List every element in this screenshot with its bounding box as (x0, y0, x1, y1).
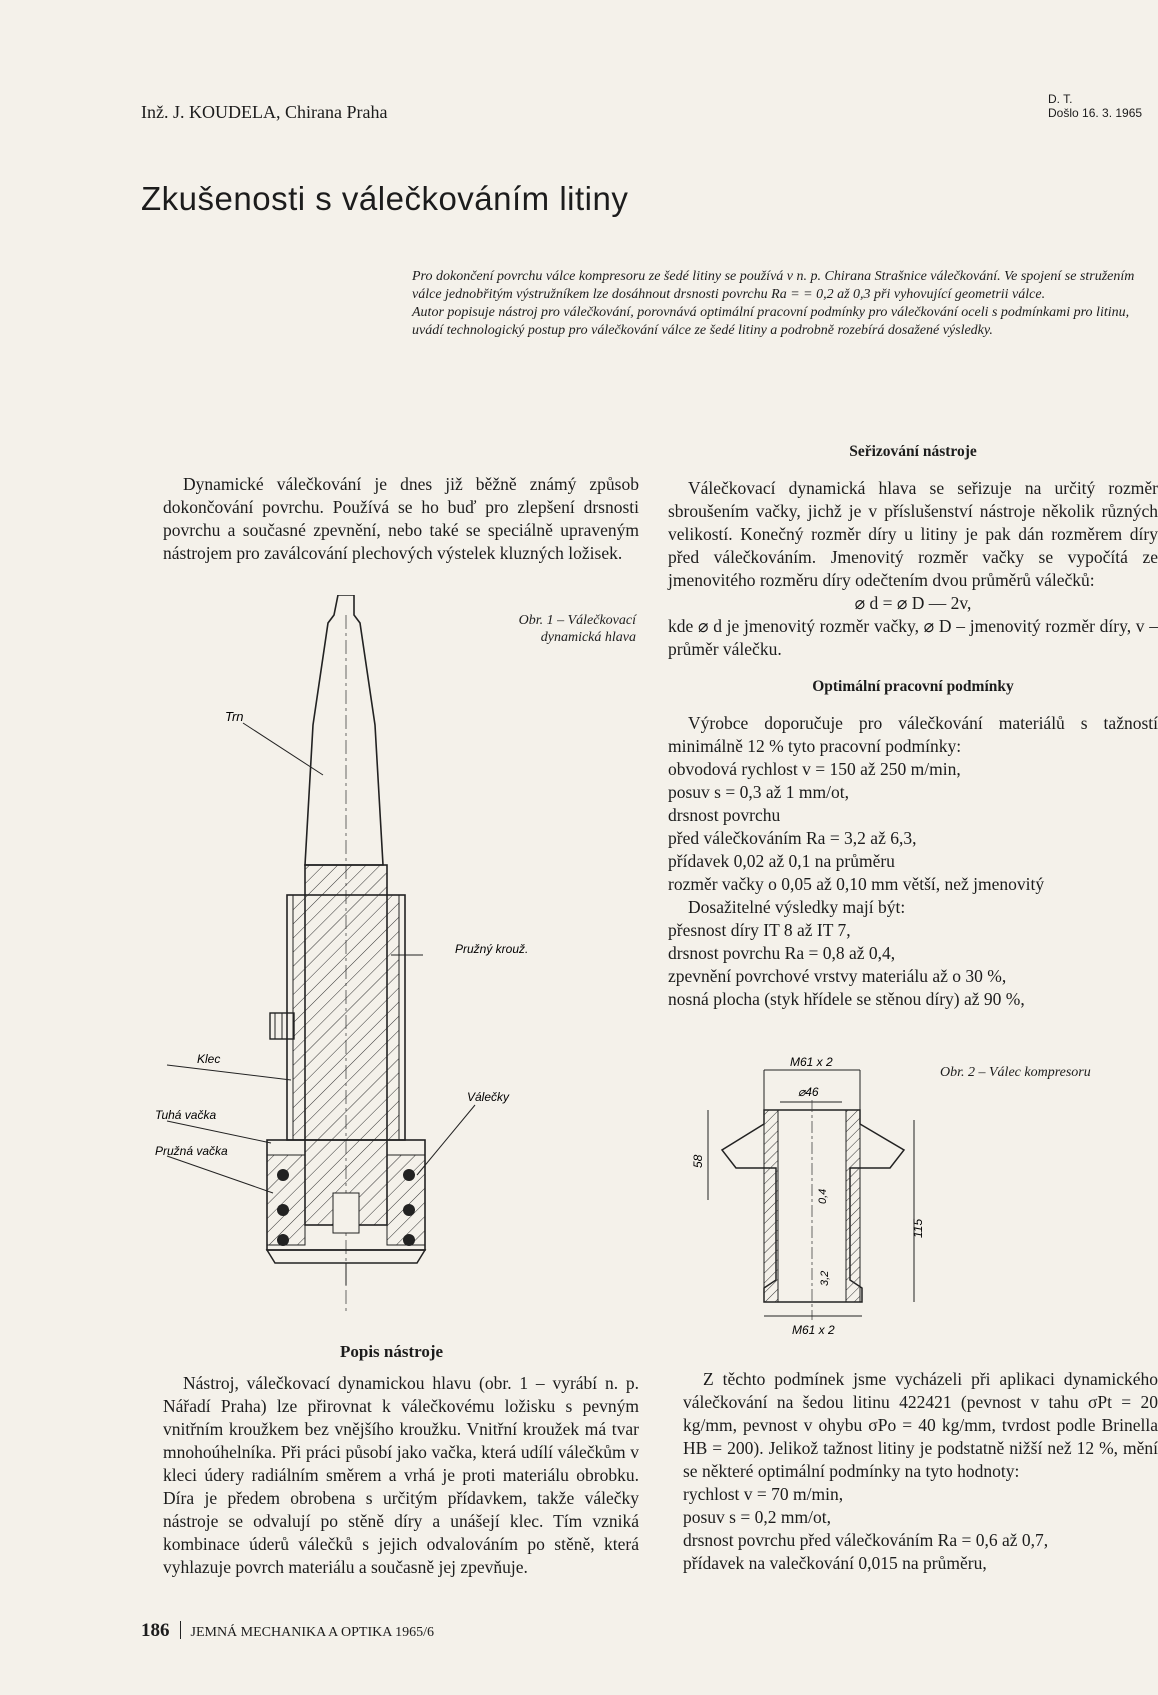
body-section (305, 865, 387, 1225)
serizovani-text: Válečkovací dynamická hlava se seřizuje na určitý rozměr sbroušením vačky, jichž je v příslušenství nástroje několik různých velikostí. Konečný rozměr díry u litiny je pak dán rozměrem díry před válečkováním. Jmenovitý rozměr vačky se vypočítá ze jmenovitého rozměru díry odečtením dvou průměrů válečků: (668, 478, 1158, 590)
dim-wall: 0,4 (817, 1188, 829, 1204)
results-intro: Dosažitelné výsledky mají být: (688, 897, 906, 917)
conditions-line: drsnost povrchu před válečkováním Ra = 0,6 až 0,7, (683, 1530, 1049, 1550)
page-number: 186 (141, 1620, 170, 1641)
author-line: Inž. J. KOUDELA, Chirana Praha (141, 102, 388, 122)
section-heading-optimalni: Optimální pracovní podmínky (812, 678, 1014, 695)
label-trn: Trn (225, 709, 244, 724)
optimalni-intro: Výrobce doporučuje pro válečkování materiálů s tažností minimálně 12 % tyto pracovní podmínky: (668, 713, 1158, 756)
roller (403, 1234, 415, 1246)
serizovani-after: kde ⌀ d je jmenovitý rozměr vačky, ⌀ D – jmenovitý rozměr díry, v – průměr válečku. (668, 616, 1158, 659)
section-heading-popis: Popis nástroje (340, 1342, 444, 1361)
roller (277, 1204, 289, 1216)
formula: ⌀ d = ⌀ D — 2v, (854, 593, 972, 613)
condition-line: drsnost povrchu (668, 805, 781, 825)
abstract (412, 268, 1158, 340)
result-line: drsnost povrchu Ra = 0,8 až 0,4, (668, 943, 896, 963)
cylinder-body (722, 1110, 904, 1302)
roller (277, 1169, 289, 1181)
dim-inner-diameter: ⌀46 (798, 1085, 819, 1099)
popis-text: Nástroj, válečkovací dynamickou hlavu (obr. 1 – vyrábí n. p. Nářadí Praha) lze přirovnat k válečkovému ložisku s pevným vnitřním kroužkem bez vnějšího kroužku. Vnitřní kroužek má tvar mnohoúhelníka. Při práci působí jako vačka, která udílí válečkům v kleci údery radiálním směrem a vrhá je proti materiálu obrobku. Díra je předem obrobena s určitým přídavkem, takže válečky nástroje se odvalují po stěně díry a unášejí klec. Tím vzniká kombinace úderů válečků s jejich odvalováním po stěně, která vyhlazuje povrch materiálu a současně jej zpevňuje. (163, 1373, 639, 1577)
condition-line: přídavek 0,02 až 0,1 na průměru (668, 851, 895, 871)
page-footer (141, 1620, 434, 1642)
label-pruzna-vacka: Pružná vačka (155, 1144, 228, 1158)
label-valecky: Válečky (467, 1090, 510, 1104)
dim-lower-wall: 3,2 (819, 1270, 831, 1286)
dim-total-height: 115 (911, 1218, 925, 1238)
figure2-caption: Obr. 2 – Válec kompresoru (940, 1065, 1091, 1080)
condition-line: obvodová rychlost v = 150 až 250 m/min, (668, 759, 961, 779)
result-line: přesnost díry IT 8 až IT 7, (668, 920, 851, 940)
conditions-block (683, 1368, 1158, 1575)
label-klec: Klec (197, 1052, 221, 1066)
result-line: zpevnění povrchové vrstvy materiálu až o 30 %, (668, 966, 1007, 986)
condition-line: před válečkováním Ra = 3,2 až 6,3, (668, 828, 917, 848)
roller (403, 1169, 415, 1181)
popis-paragraph (163, 1372, 639, 1579)
dim-left-height: 58 (691, 1154, 705, 1168)
figure1-drawing (155, 595, 595, 1318)
conditions-line: posuv s = 0,2 mm/ot, (683, 1507, 831, 1527)
abstract-paragraph: Pro dokončení povrchu válce kompresoru ze šedé litiny se používá v n. p. Chirana Strašnice válečkování. Ve spojení se stružením válce jednobřitým výstružníkem lze dosáhnout drsnosti povrchu Ra = = 0,2 až 0,3 při vyhovující geometrii válce. (412, 269, 1135, 302)
dim-bottom-thread: M61 x 2 (792, 1323, 835, 1337)
abstract-paragraph: Autor popisuje nástroj pro válečkování, porovnává optimální pracovní podmínky pro válečkování oceli s podmínkami pro litinu, uvádí technologický postup pro válečkování válce ze šedé litiny a podrobně rozebírá dosažené výsledky. (412, 305, 1130, 338)
label-tuha-vacka: Tuhá vačka (155, 1108, 217, 1122)
result-line: nosná plocha (styk hřídele se stěnou díry) až 90 %, (668, 989, 1025, 1009)
conditions-line: rychlost v = 70 m/min, (683, 1484, 844, 1504)
article-title: Zkušenosti s válečkováním litiny (141, 180, 629, 217)
intro-paragraph (163, 473, 639, 565)
received-date: Došlo 16. 3. 1965 (1048, 106, 1143, 120)
right-column (668, 440, 1158, 1011)
footer-divider (180, 1621, 181, 1639)
figure1-caption: Obr. 1 – Válečkovací dynamická hlava (518, 613, 636, 645)
received-initials: D. T. (1048, 92, 1073, 106)
shank-outline (305, 595, 383, 865)
figure2-drawing (690, 1050, 990, 1350)
journal-name: JEMNÁ MECHANIKA A OPTIKA 1965/6 (190, 1625, 434, 1640)
label-pruzny-krouzek: Pružný krouž. (455, 942, 529, 956)
dim-top-thread: M61 x 2 (790, 1055, 833, 1069)
conditions-line: přídavek na valečkování 0,015 na průměru, (683, 1553, 987, 1573)
conditions-intro: Z těchto podmínek jsme vycházeli při aplikaci dynamického válečkování na šedou litinu 422421 (pevnost v tahu σPt = 20 kg/mm, pevnost v ohybu σPo = 40 kg/mm, tvrdost podle Brinella HB = 200). Jelikož tažnost litiny je podstatně nižší než 12 %, mění se některé optimální podmínky na tyto hodnoty: (683, 1369, 1158, 1481)
intro-text: Dynamické válečkování je dnes již běžně známý způsob dokončování povrchu. Používá se ho buď pro zlepšení drsnosti povrchu a současné zpevnění, nebo také se speciálně upraveným nástrojem pro zaválcování plechových výstelek kluzných ložisek. (163, 474, 639, 563)
condition-line: rozměr vačky o 0,05 až 0,10 mm větší, než jmenovitý (668, 874, 1045, 894)
roller (277, 1234, 289, 1246)
received-note (1048, 92, 1142, 120)
roller (403, 1204, 415, 1216)
section-heading-serizovani: Seřizování nástroje (849, 443, 977, 460)
condition-line: posuv s = 0,3 až 1 mm/ot, (668, 782, 849, 802)
